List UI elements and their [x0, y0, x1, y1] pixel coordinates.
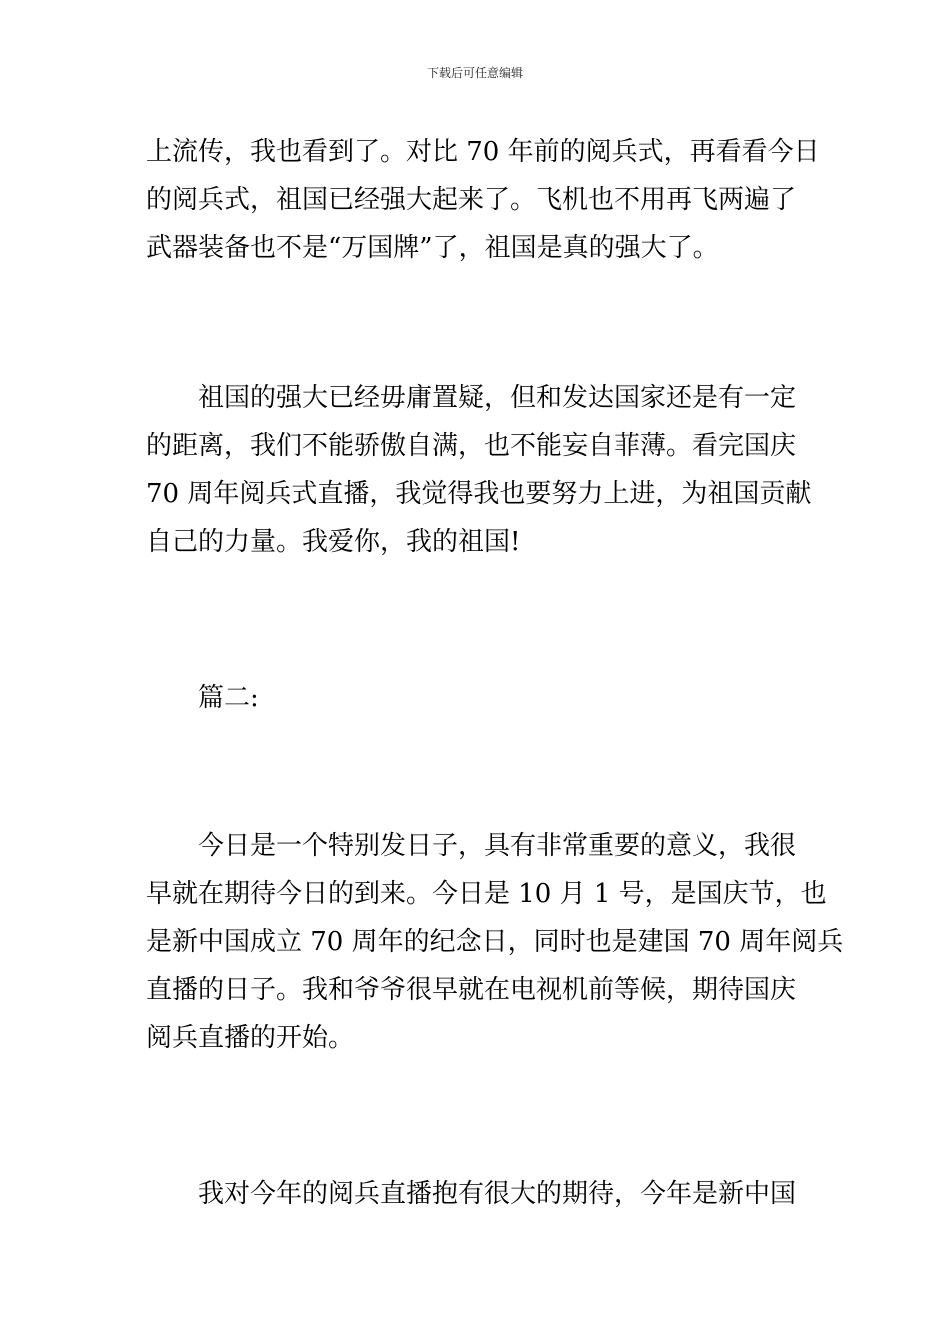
paragraph-line: 自己的力量。我爱你，我的祖国!: [146, 527, 521, 557]
paragraph-line: 的距离，我们不能骄傲自满，也不能妄自菲薄。看完国庆: [146, 431, 797, 461]
paragraph-line: 是新中国成立 70 周年的纪念日，同时也是建国 70 周年阅兵: [146, 927, 844, 957]
section-heading: [146, 674, 810, 722]
paragraph-line: 早就在期待今日的到来。今日是 10 月 1 号，是国庆节，也: [146, 879, 827, 909]
paragraph-3: [146, 822, 844, 1062]
paragraph-line: 我对今年的阅兵直播抱有很大的期待，今年是新中国: [198, 1179, 797, 1209]
section-heading-text: 篇二:: [198, 683, 259, 713]
paragraph-line: 的阅兵式，祖国已经强大起来了。飞机也不用再飞两遍了: [146, 185, 797, 215]
paragraph-line: 直播的日子。我和爷爷很早就在电视机前等候，期待国庆: [146, 975, 797, 1005]
paragraph-line: 祖国的强大已经毋庸置疑，但和发达国家还是有一定: [198, 383, 797, 413]
header-note: 下载后可任意编辑: [426, 66, 523, 80]
paragraph-2: [146, 374, 810, 566]
paragraph-line: 阅兵直播的开始。: [146, 1023, 355, 1053]
paragraph-line: 武器装备也不是“万国牌”了，祖国是真的强大了。: [146, 233, 719, 263]
paragraph-line: 上流传，我也看到了。对比 70 年前的阅兵式，再看看今日: [146, 137, 820, 167]
paragraph-line: 今日是一个特别发日子，具有非常重要的意义，我很: [198, 831, 797, 861]
paragraph-line: 70 周年阅兵式直播，我觉得我也要努力上进，为祖国贡献: [146, 479, 812, 509]
paragraph-1: [146, 128, 820, 272]
paragraph-4: [146, 1170, 810, 1218]
